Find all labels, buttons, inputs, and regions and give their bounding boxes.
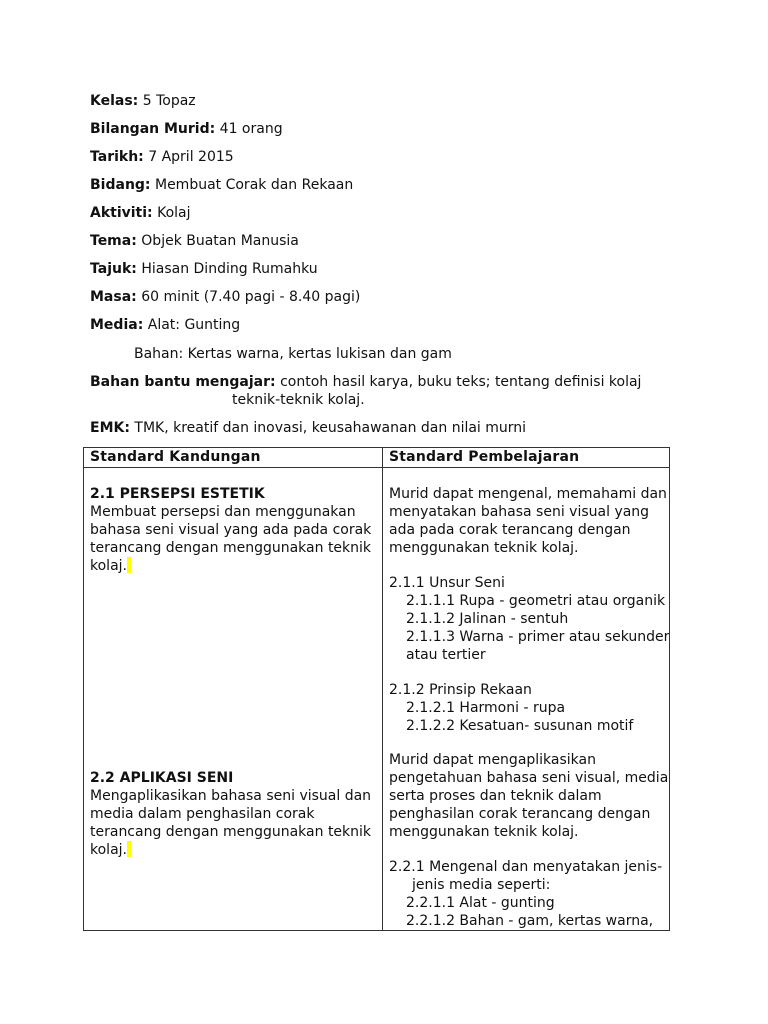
text-line: ada pada corak terancang dengan (389, 522, 631, 538)
value: 60 minit (7.40 pagi - 8.40 pagi) (141, 289, 361, 305)
text-line-with-highlight (90, 557, 131, 575)
label: Tarikh: (90, 149, 144, 165)
label: Tema: (90, 233, 137, 249)
text-line: pengetahuan bahasa seni visual, media (389, 770, 669, 786)
info-media-bahan: Bahan: Kertas warna, kertas lukisan dan gam (134, 346, 452, 362)
label: Bahan bantu mengajar: (90, 374, 276, 390)
text-line: menyatakan bahasa seni visual yang (389, 504, 650, 520)
text-line: media dalam penghasilan corak (90, 806, 315, 822)
list-item: 2.1.1.3 Warna - primer atau sekunder (406, 629, 669, 645)
table-header-row (84, 448, 670, 468)
value: Alat: Gunting (147, 317, 241, 333)
info-tema (90, 232, 299, 250)
info-kelas (90, 92, 196, 110)
label: EMK: (90, 420, 130, 436)
subheading: 2.2.1 Mengenal dan menyatakan jenis- (389, 859, 663, 875)
list-item: 2.2.1.1 Alat - gunting (406, 895, 555, 911)
cell-standard-pembelajaran (383, 468, 670, 931)
text: kolaj. (90, 842, 127, 858)
text-line: menggunakan teknik kolaj. (389, 824, 579, 840)
label: Masa: (90, 289, 137, 305)
text-line: menggunakan teknik kolaj. (389, 540, 579, 556)
value: Membuat Corak dan Rekaan (154, 177, 354, 193)
table-row (84, 468, 670, 931)
text-line: Murid dapat mengenal, memahami dan (389, 486, 667, 502)
list-item: 2.1.2.1 Harmoni - rupa (406, 700, 566, 716)
value: Hiasan Dinding Rumahku (141, 261, 318, 277)
label: Bidang: (90, 177, 151, 193)
info-masa (90, 288, 360, 306)
standard-table (83, 447, 670, 931)
text-line-with-highlight (90, 841, 131, 859)
list-item: 2.1.2.2 Kesatuan- susunan motif (406, 718, 634, 734)
list-item: 2.1.1.2 Jalinan - sentuh (406, 611, 569, 627)
text-line: serta proses dan teknik dalam (389, 788, 602, 804)
info-tajuk (90, 260, 318, 278)
header-standard-pembelajaran: Standard Pembelajaran (383, 448, 670, 468)
list-item: 2.1.1.1 Rupa - geometri atau organik (406, 593, 666, 609)
section-title: 2.2 APLIKASI SENI (90, 770, 234, 786)
text-line: bahasa seni visual yang ada pada corak (90, 522, 372, 538)
text-line: terancang dengan menggunakan teknik (90, 540, 372, 556)
text-line: terancang dengan menggunakan teknik (90, 824, 372, 840)
info-aktiviti (90, 204, 191, 222)
text-line: Mengaplikasikan bahasa seni visual dan (90, 788, 372, 804)
text-line: Membuat persepsi dan menggunakan (90, 504, 356, 520)
label: Bilangan Murid: (90, 121, 216, 137)
label: Media: (90, 317, 144, 333)
info-tarikh (90, 148, 234, 166)
label: Kelas: (90, 93, 139, 109)
text: kolaj. (90, 558, 127, 574)
value: 41 orang (219, 121, 283, 137)
value: Objek Buatan Manusia (141, 233, 299, 249)
label: Tajuk: (90, 261, 137, 277)
list-item: atau tertier (406, 647, 486, 663)
highlight-mark (127, 557, 131, 573)
subheading: 2.1.2 Prinsip Rekaan (389, 682, 532, 698)
value: contoh hasil karya, buku teks; tentang definisi kolaj (280, 374, 642, 390)
cell-standard-kandungan (84, 468, 383, 931)
info-bahan-bantu-cont: teknik-teknik kolaj. (232, 392, 365, 408)
value: Kolaj (157, 205, 191, 221)
value: TMK, kreatif dan inovasi, keusahawanan dan nilai murni (134, 420, 527, 436)
value: 5 Topaz (142, 93, 196, 109)
value: 7 April 2015 (148, 149, 234, 165)
label: Aktiviti: (90, 205, 153, 221)
info-media (90, 316, 240, 334)
info-bahan-bantu (90, 373, 641, 391)
info-bidang (90, 176, 353, 194)
highlight-mark (127, 841, 131, 857)
info-bilangan-murid (90, 120, 283, 138)
text-line: penghasilan corak terancang dengan (389, 806, 651, 822)
header-standard-kandungan: Standard Kandungan (84, 448, 383, 468)
section-title: 2.1 PERSEPSI ESTETIK (90, 486, 265, 502)
text-line: jenis media seperti: (412, 877, 551, 893)
subheading: 2.1.1 Unsur Seni (389, 575, 505, 591)
info-emk (90, 419, 526, 437)
list-item: 2.2.1.2 Bahan - gam, kertas warna, (406, 913, 654, 929)
text-line: Murid dapat mengaplikasikan (389, 752, 596, 768)
